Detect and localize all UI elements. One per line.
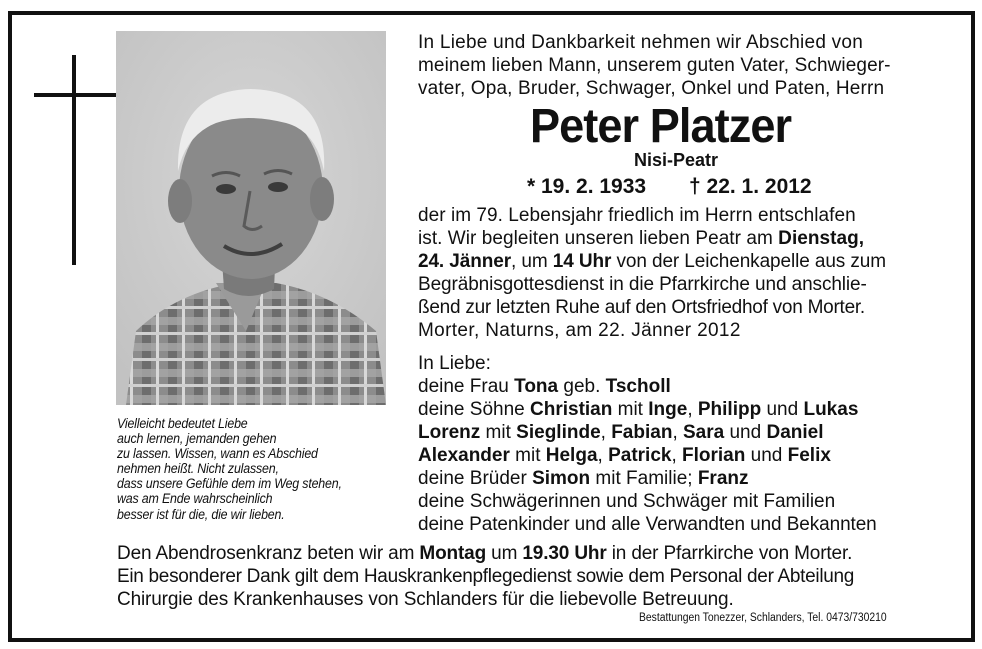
poem-line: nehmen heißt. Nicht zulassen, [117, 461, 279, 477]
poem-line: Vielleicht bedeutet Liebe [117, 416, 248, 431]
body-line: ist. Wir begleiten unseren lieben Peatr am Dienstag, [418, 228, 865, 249]
poem-line: zu lassen. Wissen, wann es Abschied [117, 446, 318, 462]
mourner-line: deine Brüder Simon mit Familie; Franz [418, 468, 749, 489]
mourner-line: Alexander mit Helga, Patrick, Florian und Felix [418, 445, 831, 466]
poem-line: besser ist für die, die wir lieben. [117, 506, 285, 522]
body-line: Begräbnisgottesdienst in die Pfarrkirche und anschlie- [418, 274, 867, 295]
poem-line: dass unsere Gefühle dem im Weg stehen, [117, 476, 342, 492]
poem-line: was am Ende wahrscheinlich [117, 491, 273, 507]
memorial-poem [117, 416, 384, 522]
funeral-home-credit: Bestattungen Tonezzer, Schlanders, Tel. 0473/730210 [639, 612, 887, 624]
poem-line: auch lernen, jemanden gehen [117, 431, 277, 447]
closing-line: Den Abendrosenkranz beten wir am Montag um 19.30 Uhr in der Pfarrkirche von Morter. [117, 543, 853, 564]
place-date: Morter, Naturns, am 22. Jänner 2012 [418, 320, 741, 341]
body-line: ßend zur letzten Ruhe auf den Ortsfriedhof von Morter. [418, 297, 865, 318]
birth-date: * 19. 2. 1933 [527, 175, 647, 198]
mourners-heading: In Liebe: [418, 353, 491, 374]
closing-line: Ein besonderer Dank gilt dem Hauskrankenpflegedienst sowie dem Personal der Abteilung [117, 566, 855, 587]
deceased-nickname: Nisi-Peatr [634, 150, 719, 170]
death-date: † 22. 1. 2012 [689, 175, 812, 198]
mourner-line: deine Schwägerinnen und Schwäger mit Familien [418, 491, 836, 512]
portrait-photo [116, 31, 386, 405]
intro-line: meinem lieben Mann, unserem guten Vater, Schwieger- [418, 55, 891, 76]
deceased-name: Peter Platzer [530, 100, 792, 153]
intro-line: In Liebe und Dankbarkeit nehmen wir Abschied von [418, 32, 864, 53]
intro-line: vater, Opa, Bruder, Schwager, Onkel und Paten, Herrn [418, 78, 885, 99]
closing-line: Chirurgie des Krankenhauses von Schlanders für die liebevolle Betreuung. [117, 589, 734, 610]
body-line: 24. Jänner, um 14 Uhr von der Leichenkapelle aus zum [418, 251, 886, 272]
mourner-line: deine Patenkinder und alle Verwandten und Bekannten [418, 514, 877, 535]
mourner-line: Lorenz mit Sieglinde, Fabian, Sara und Daniel [418, 422, 824, 443]
body-line: der im 79. Lebensjahr friedlich im Herrn entschlafen [418, 205, 856, 226]
mourner-line: deine Söhne Christian mit Inge, Philipp und Lukas [418, 399, 859, 420]
mourner-line: deine Frau Tona geb. Tscholl [418, 376, 671, 397]
